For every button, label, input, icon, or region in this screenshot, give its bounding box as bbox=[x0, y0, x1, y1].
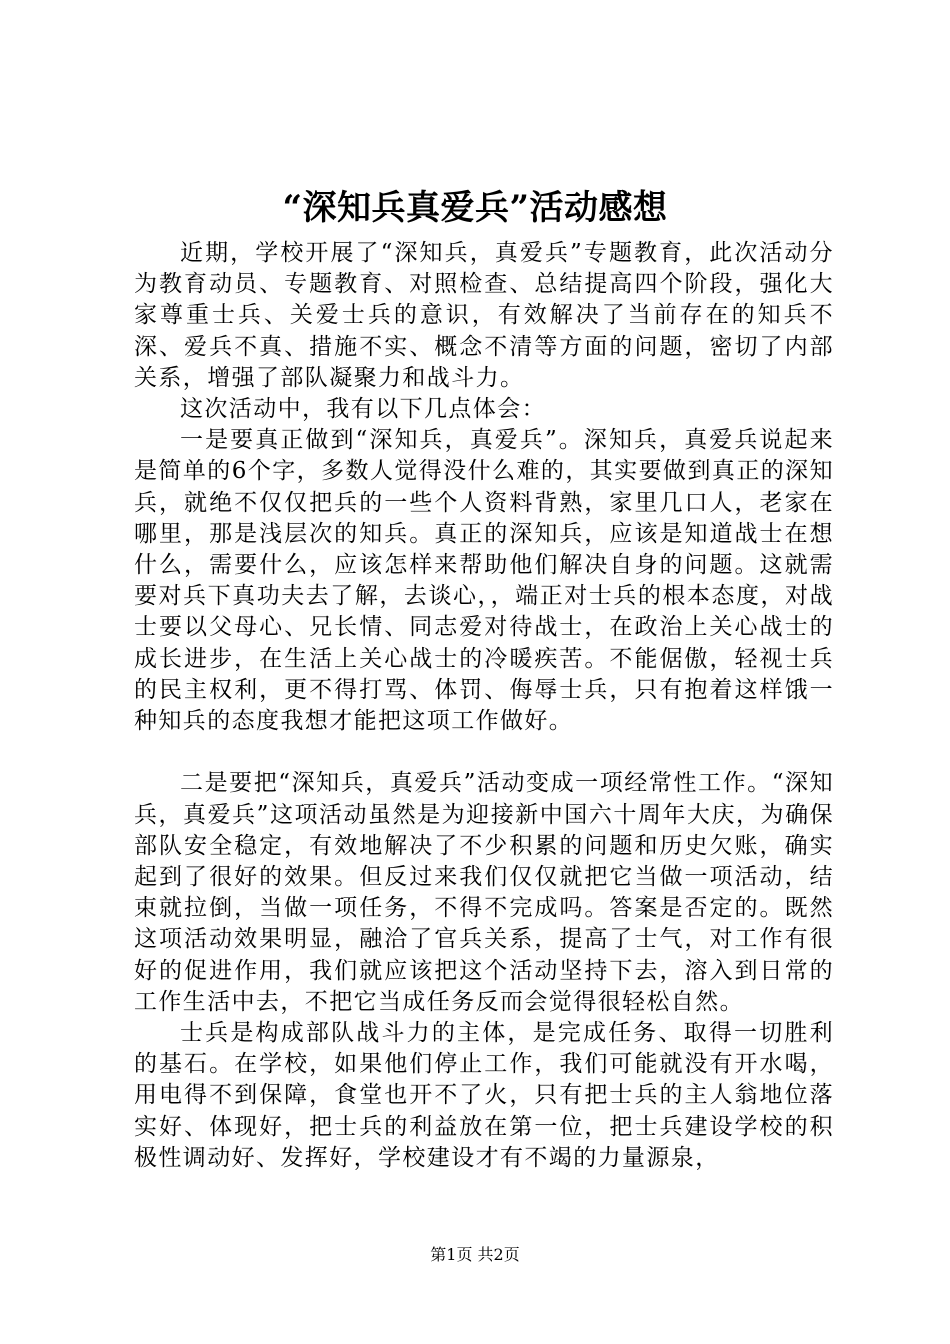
paragraph-soldiers-foundation: 士兵是构成部队战斗力的主体，是完成任务、取得一切胜利的基石。在学校，如果他们停止工作，我们可能就没有开水喝，用电得不到保障，食堂也开不了火，只有把士兵的主人翁地位落实好、体现好，把士兵的利益放在第一位，把士兵建设学校的积极性调动好、发挥好，学校建设才有不竭的力量源泉， bbox=[134, 1020, 834, 1171]
paragraph-experience-lead: 这次活动中，我有以下几点体会： bbox=[180, 396, 546, 423]
paragraph-point-two: 二是要把“深知兵，真爱兵”活动变成一项经常性工作。“深知兵，真爱兵”这项活动虽然是为迎接新中国六十周年大庆，为确保部队安全稳定，有效地解决了不少积累的问题和历史欠账，确实起到了很好的效果。但反过来我们仅仅就把它当做一项活动，结束就拉倒，当做一项任务，不得不完成吗。答案是否定的。既然这项活动效果明显，融洽了官兵关系，提高了士气，对工作有很好的促进作用，我们就应该把这个活动坚持下去，溶入到日常的工作生活中去，不把它当成任务反而会觉得很轻松自然。 bbox=[134, 770, 834, 1015]
paragraph-point-one: 一是要真正做到“深知兵，真爱兵”。深知兵，真爱兵说起来是简单的6个字，多数人觉得没什么难的，其实要做到真正的深知兵，就绝不仅仅把兵的一些个人资料背熟，家里几口人，老家在哪里，那是浅层次的知兵。真正的深知兵，应该是知道战士在想什么，需要什么，应该怎样来帮助他们解决自身的问题。这就需要对兵下真功夫去了解，去谈心，，端正对士兵的根本态度，对战士要以父母心、兄长情、同志爱对待战士，在政治上关心战士的成长进步，在生活上关心战士的冷暖疾苦。不能倨傲，轻视士兵的民主权利，更不得打骂、体罚、侮辱士兵，只有抱着这样饿一种知兵的态度我想才能把这项工作做好。 bbox=[134, 427, 834, 735]
paragraph-intro: 近期，学校开展了“深知兵，真爱兵”专题教育，此次活动分为教育动员、专题教育、对照检查、总结提高四个阶段，强化大家尊重士兵、关爱士兵的意识，有效解决了当前存在的知兵不深、爱兵不真、措施不实、概念不清等方面的问题，密切了内部关系，增强了部队凝聚力和战斗力。 bbox=[134, 240, 834, 391]
document-title: “深知兵真爱兵”活动感想 bbox=[282, 188, 668, 228]
page-number-footer: 第1页 共2页 bbox=[430, 1245, 520, 1264]
document-body bbox=[134, 238, 834, 1174]
